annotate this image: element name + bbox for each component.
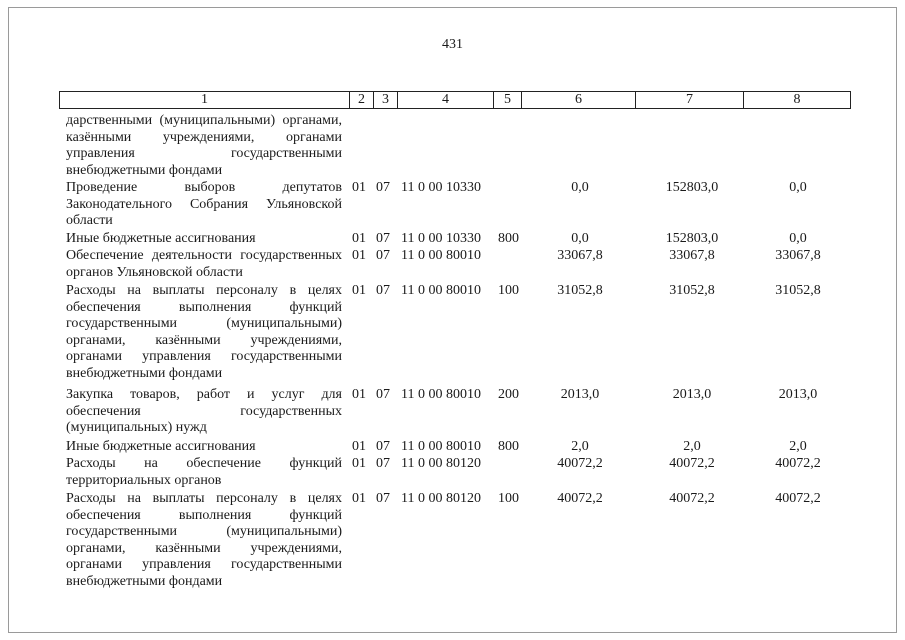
row-description: Расходы на выплаты персоналу в целях обеспечения выполнения функций государственными (муниципальными) органами, казёнными учреждениями, органами управления государственными внебюджетными фондами [66,491,342,589]
row-section: 01 [352,439,366,454]
row-target-code: 11 0 00 10330 [401,231,481,246]
row-description: Расходы на выплаты персоналу в целях обеспечения выполнения функций государственными (муниципальными) органами, казёнными учреждениями, органами управления государственными внебюджетными фондами [66,283,342,381]
row-amount-3: 2013,0 [778,387,818,402]
row-description: Закупка товаров, работ и услуг для обеспечения государственных (муниципальных) нужд [66,387,342,436]
row-amount-2: 2013,0 [672,387,712,402]
row-section: 01 [352,248,366,263]
row-section: 01 [352,387,366,402]
row-section: 01 [352,491,366,506]
row-expense-type: 800 [498,439,519,454]
row-target-code: 11 0 00 80010 [401,439,481,454]
row-amount-3: 33067,8 [775,248,821,263]
row-amount-3: 40072,2 [775,456,821,471]
row-subsection: 07 [376,180,390,195]
row-amount-1: 0,0 [571,231,589,246]
header-col-3: 3 [373,91,397,109]
row-section: 01 [352,231,366,246]
header-col-4: 4 [397,91,493,109]
row-description: Расходы на обеспечение функций территориальных органов [66,456,342,488]
header-col-8: 8 [743,91,851,109]
row-expense-type: 100 [498,491,519,506]
row-target-code: 11 0 00 80120 [401,456,481,471]
row-amount-3: 31052,8 [775,283,821,298]
row-description: дарственными (муниципальными) органами, казёнными учреждениями, органами управления государственными внебюджетными фондами [66,113,342,178]
row-amount-1: 31052,8 [557,283,603,298]
row-amount-2: 2,0 [683,439,701,454]
row-description: Проведение выборов депутатов Законодательного Собрания Ульяновской области [66,180,342,229]
row-amount-1: 0,0 [571,180,589,195]
row-target-code: 11 0 00 80010 [401,283,481,298]
row-amount-1: 2013,0 [560,387,600,402]
row-subsection: 07 [376,387,390,402]
row-amount-1: 40072,2 [557,456,603,471]
header-col-2: 2 [349,91,373,109]
page-number: 431 [442,37,463,52]
row-subsection: 07 [376,456,390,471]
header-col-7: 7 [635,91,743,109]
row-expense-type: 100 [498,283,519,298]
row-subsection: 07 [376,491,390,506]
row-target-code: 11 0 00 80010 [401,387,481,402]
row-subsection: 07 [376,439,390,454]
row-amount-3: 0,0 [789,231,807,246]
row-subsection: 07 [376,283,390,298]
row-expense-type: 200 [498,387,519,402]
row-section: 01 [352,180,366,195]
row-target-code: 11 0 00 10330 [401,180,481,195]
row-description: Обеспечение деятельности государственных органов Ульяновской области [66,248,342,280]
row-section: 01 [352,283,366,298]
row-amount-1: 33067,8 [557,248,603,263]
row-subsection: 07 [376,231,390,246]
row-description: Иные бюджетные ассигнования [66,231,256,246]
table-header [59,91,851,109]
row-amount-2: 33067,8 [669,248,715,263]
row-amount-3: 40072,2 [775,491,821,506]
row-amount-3: 2,0 [789,439,807,454]
header-col-6: 6 [521,91,635,109]
row-amount-2: 40072,2 [669,491,715,506]
row-amount-1: 2,0 [571,439,589,454]
row-target-code: 11 0 00 80010 [401,248,481,263]
row-subsection: 07 [376,248,390,263]
header-col-1: 1 [59,91,349,109]
row-amount-2: 152803,0 [665,180,719,195]
row-amount-2: 40072,2 [669,456,715,471]
row-amount-1: 40072,2 [557,491,603,506]
row-section: 01 [352,456,366,471]
row-amount-2: 152803,0 [665,231,719,246]
row-target-code: 11 0 00 80120 [401,491,481,506]
row-amount-3: 0,0 [789,180,807,195]
row-description: Иные бюджетные ассигнования [66,439,256,454]
row-amount-2: 31052,8 [669,283,715,298]
row-expense-type: 800 [498,231,519,246]
header-col-5: 5 [493,91,521,109]
